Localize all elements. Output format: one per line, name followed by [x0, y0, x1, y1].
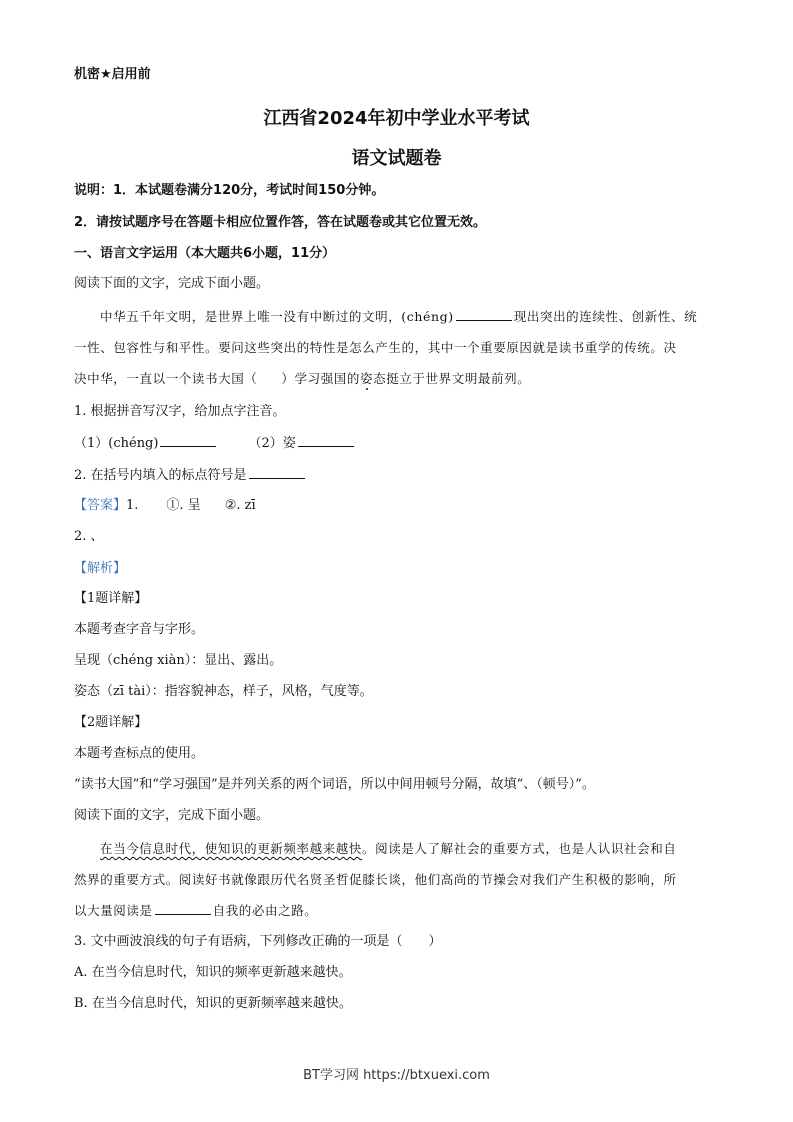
option-b[interactable]: B. 在当今信息时代，知识的更新频率越来越快。: [74, 996, 352, 1011]
answer-blank[interactable]: [160, 434, 216, 447]
reading-prompt-1: 阅读下面的文字，完成下面小题。: [74, 276, 270, 291]
answer-1a: ①. 呈: [166, 498, 201, 513]
passage1-text: 中华五千年文明，是世界上唯一没有中断过的文明，(chéng): [100, 309, 454, 324]
answer-blank[interactable]: [155, 902, 211, 915]
question-1: 1. 根据拼音写汉字，给加点字注音。: [74, 404, 286, 419]
question-2: [74, 466, 307, 485]
answer-blank[interactable]: [298, 434, 354, 447]
detail-1-line-1: 本题考查字音与字形。: [74, 622, 205, 637]
answer-blank[interactable]: [456, 308, 512, 321]
answer-1-number: 1.: [126, 498, 139, 513]
passage2-line2: 然界的重要方式。阅读好书就像跟历代名贤圣哲促膝长谈，他们高尚的节操会对我们产生积极的影响，所: [74, 872, 677, 887]
instruction-1: 说明：1．本试题卷满分120分，考试时间150分钟。: [74, 183, 385, 198]
passage1-line1: [100, 308, 697, 326]
question-3: 3. 文中画波浪线的句子有语病，下列修改正确的一项是（ ）: [74, 934, 442, 949]
footer-watermark: BT学习网 https://btxuexi.com: [303, 1068, 490, 1083]
q1-part-1: （1）(chéng): [74, 436, 159, 451]
answer-blank[interactable]: [249, 466, 305, 479]
detail-1-heading: 【1题详解】: [74, 591, 148, 606]
detail-2-heading: 【2题详解】: [74, 715, 148, 730]
detail-2-line-1: 本题考查标点的使用。: [74, 746, 205, 761]
question-2-text: 2. 在括号内填入的标点符号是: [74, 468, 247, 483]
passage1-text: ）学习强国的: [281, 371, 361, 386]
dotted-char: 姿: [360, 371, 374, 386]
passage1-line2: 一性、包容性与和平性。要问这些突出的特性是怎么产生的，其中一个重要原因就是读书重学的传统。决: [74, 340, 677, 355]
passage2-text: 。阅读是人了解社会的重要方式，也是人认识社会和自: [362, 841, 677, 856]
option-a[interactable]: A. 在当今信息时代，知识的频率更新越来越快。: [74, 965, 352, 980]
passage1-text: 决中华，一直以一个读书大国（: [74, 371, 258, 386]
paper-subtitle: 语文试题卷: [351, 148, 442, 169]
section-heading: 一、语言文字运用（本大题共6小题，11分）: [74, 246, 336, 261]
question-1-parts: [74, 434, 356, 453]
answer-label: 【答案】: [74, 498, 127, 513]
passage2-line3: [74, 902, 317, 920]
passage2-text: 以大量阅读是: [74, 903, 153, 918]
exam-title: 江西省2024年初中学业水平考试: [263, 108, 530, 129]
passage1-text: 态挺立于世界文明最前列。: [373, 371, 531, 386]
reading-prompt-2: 阅读下面的文字，完成下面小题。: [74, 808, 270, 823]
passage1-text: 现出突出的连续性、创新性、统: [513, 309, 698, 324]
detail-1-line-2: 呈现（chéng xiàn）：显出、露出。: [74, 653, 283, 668]
detail-2-line-2: “读书大国”和“学习强国”是并列关系的两个词语，所以中间用顿号分隔，故填“、（顿号）”。: [74, 777, 595, 792]
passage1-line3: [74, 370, 530, 388]
detail-1-line-3: 姿态（zī tài）：指容貌神态，样子，风格，气度等。: [74, 684, 373, 699]
answer-row: [74, 497, 256, 515]
q1-part-2: （2）姿: [248, 436, 296, 451]
answer-1b: ②. zī: [224, 498, 256, 513]
wavy-underlined-sentence: 在当今信息时代，使知识的更新频率越来越快: [100, 841, 363, 856]
analysis-label: 【解析】: [74, 561, 127, 576]
answer-2: 2. 、: [74, 529, 104, 544]
instruction-2: 2．请按试题序号在答题卡相应位置作答，答在试题卷或其它位置无效。: [74, 215, 487, 230]
confidential-mark: 机密★启用前: [74, 67, 151, 82]
passage2-text: 自我的必由之路。: [212, 903, 318, 918]
passage2-line1: [100, 840, 676, 858]
